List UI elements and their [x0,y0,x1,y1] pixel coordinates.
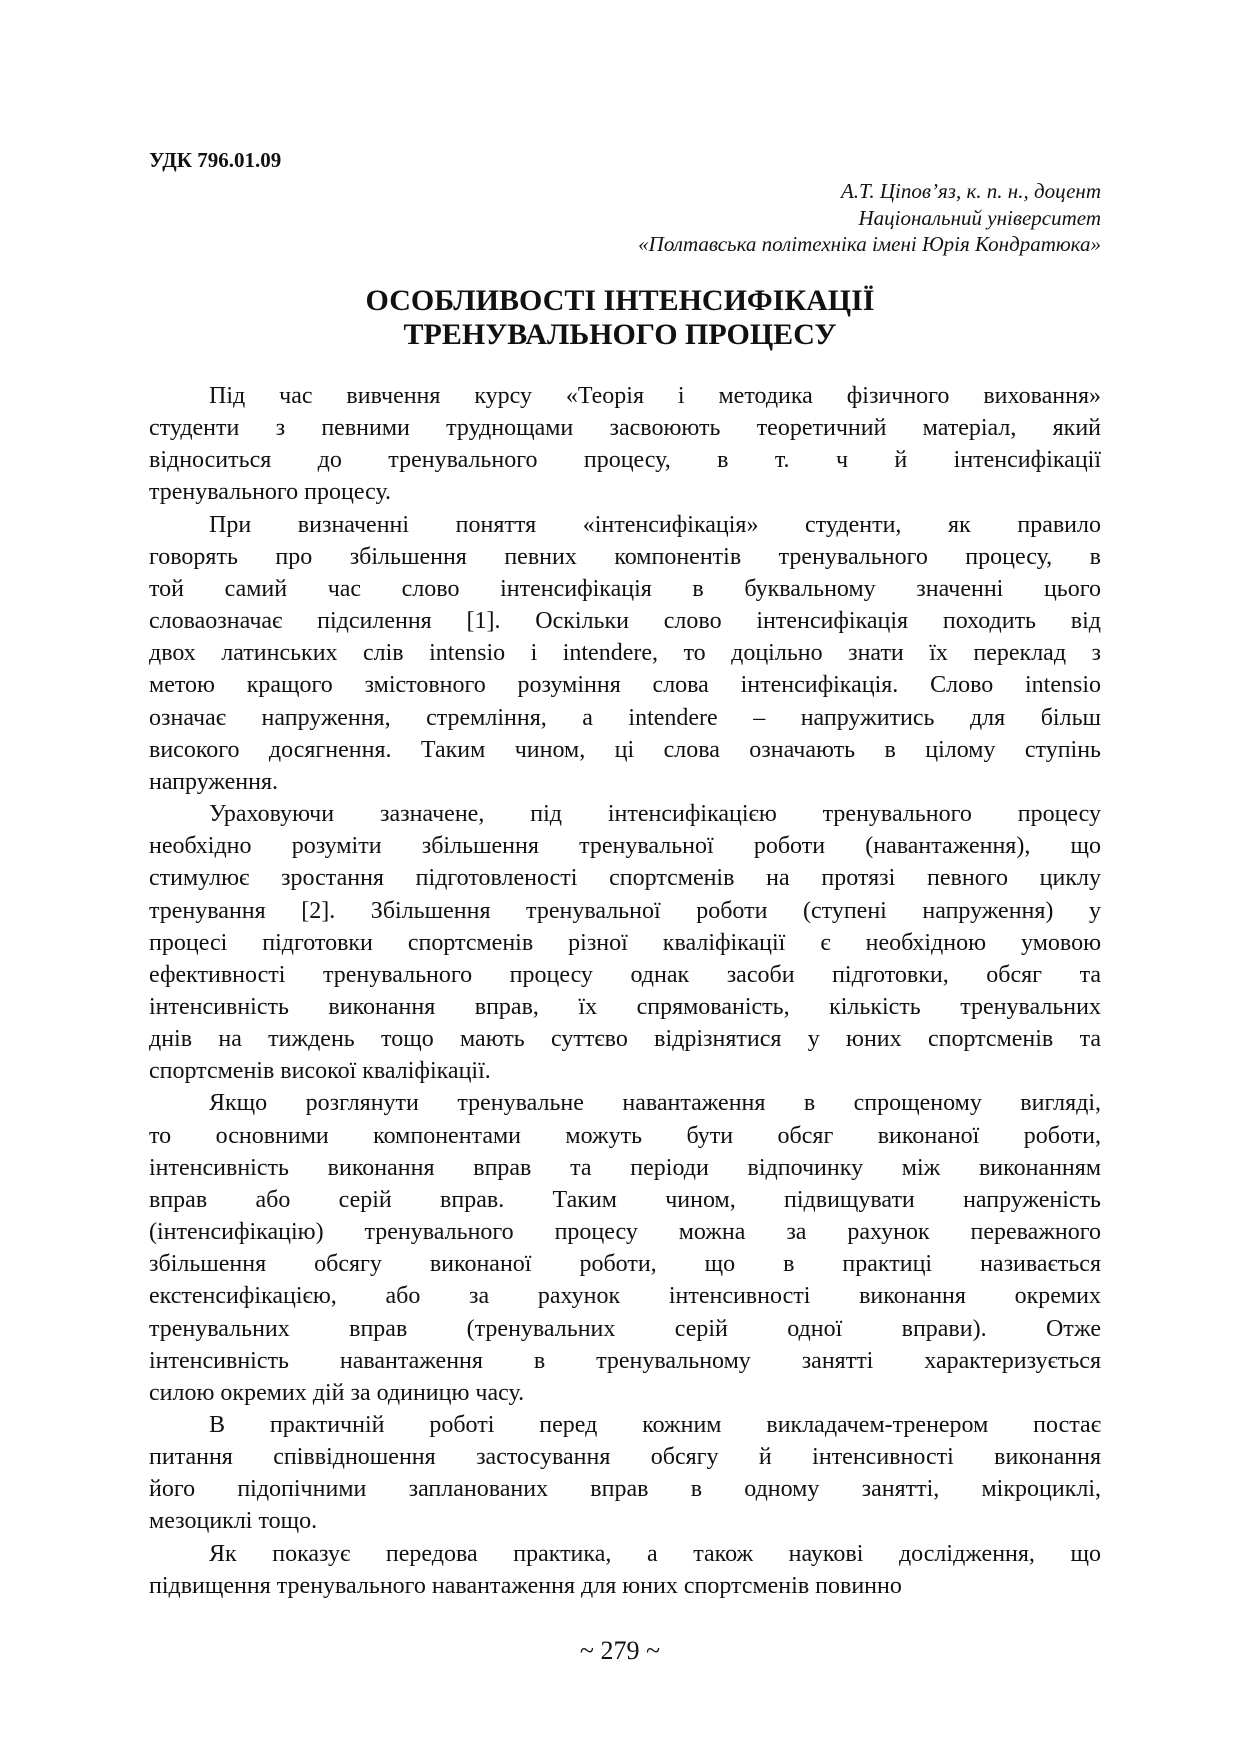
text-line: днів на тиждень тощо мають суттєво відрізнятися у юних спортсменів та [149,1026,1101,1053]
text-line: тренувальних вправ (тренувальних серій одної вправи). Отже [149,1315,1101,1342]
author-affiliation: Національний університет [858,205,1101,230]
paragraph [149,1409,1101,1538]
paragraph [149,1538,1101,1602]
text-line: напруження. [149,768,279,795]
text-line: інтенсивність навантаження в тренувальному занятті характеризується [149,1347,1101,1374]
text-line: питання співвідношення застосування обсягу й інтенсивності виконання [149,1444,1101,1471]
text-line: спортсменів високої кваліфікації. [149,1058,491,1085]
text-line: то основними компонентами можуть бути обсяг виконаної роботи, [149,1122,1101,1149]
text-line: силою окремих дій за одиницю часу. [149,1379,525,1406]
paragraph [149,509,1101,798]
author-block [638,178,1101,258]
paragraph [149,798,1101,1087]
title-line: ОСОБЛИВОСТІ ІНТЕНСИФІКАЦІЇ [365,284,875,317]
text-line: відноситься до тренувального процесу, в т. ч й інтенсифікації [149,447,1101,474]
text-line: Якщо розглянути тренувальне навантаження в спрощеному вигляді, [209,1090,1101,1117]
text-line: необхідно розуміти збільшення тренувальної роботи (навантаження), що [149,833,1101,860]
text-line: (інтенсифікацію) тренувального процесу можна за рахунок переважного [149,1219,1101,1246]
text-line: інтенсивність виконання вправ, їх спрямованість, кількість тренувальних [149,993,1101,1020]
text-line: метою кращого змістовного розуміння слова інтенсифікація. Слово intensio [149,672,1101,699]
text-line: інтенсивність виконання вправ та періоди відпочинку між виконанням [149,1154,1101,1181]
udk-code: УДК 796.01.09 [149,148,282,172]
paragraph [149,1087,1101,1409]
text-line: той самий час слово інтенсифікація в буквальному значенні цього [149,575,1101,602]
text-line: словаозначає підсилення [1]. Оскільки слово інтенсифікація походить від [149,608,1101,635]
text-line: При визначенні поняття «інтенсифікація» студенти, як правило [209,511,1101,538]
text-line: стимулює зростання підготовленості спортсменів на протязі певного циклу [149,865,1101,892]
text-line: Як показує передова практика, а також наукові дослідження, що [209,1540,1101,1567]
text-line: означає напруження, стремління, а intendere – напружитись для більш [149,704,1101,731]
page-number: ~ 279 ~ [579,1636,661,1665]
text-line: Ураховуючи зазначене, під інтенсифікацією тренувального процесу [209,801,1101,828]
text-line: його підопічними запланованих вправ в одному занятті, мікроциклі, [149,1476,1101,1503]
author-name: А.Т. Ціпов’яз, к. п. н., доцент [840,179,1101,203]
text-line: високого досягнення. Таким чином, ці слова означають в цілому ступінь [149,736,1101,763]
title-line: ТРЕНУВАЛЬНОГО ПРОЦЕСУ [403,318,837,351]
paragraph [149,380,1101,509]
text-line: студенти з певними труднощами засвоюють теоретичний матеріал, який [149,415,1101,442]
text-line: В практичній роботі перед кожним викладачем-тренером постає [209,1412,1101,1438]
text-line: тренувального процесу. [149,479,392,506]
text-line: вправ або серій вправ. Таким чином, підвищувати напруженість [149,1186,1101,1213]
text-line: Під час вивчення курсу «Теорія і методика фізичного виховання» [209,383,1101,409]
text-line: підвищення тренувального навантаження для юних спортсменів повинно [149,1572,902,1599]
article-body [149,380,1101,1602]
text-line: двох латинських слів intensio і intendere, то доцільно знати їх переклад з [149,640,1101,667]
text-line: говорять про збільшення певних компонентів тренувального процесу, в [149,543,1101,570]
text-line: збільшення обсягу виконаної роботи, що в практиці називається [149,1251,1101,1278]
text-line: мезоциклі тощо. [149,1508,318,1535]
text-line: процесі підготовки спортсменів різної кваліфікації є необхідною умовою [149,929,1101,956]
author-affiliation-name: «Полтавська політехніка імені Юрія Кондратюка» [638,232,1101,256]
text-line: тренування [2]. Збільшення тренувальної роботи (ступені напруження) у [149,897,1101,924]
text-line: екстенсифікацією, або за рахунок інтенсивності виконання окремих [149,1283,1101,1310]
text-line: ефективності тренувального процесу однак засоби підготовки, обсяг та [149,961,1101,988]
page-title [0,284,1240,352]
